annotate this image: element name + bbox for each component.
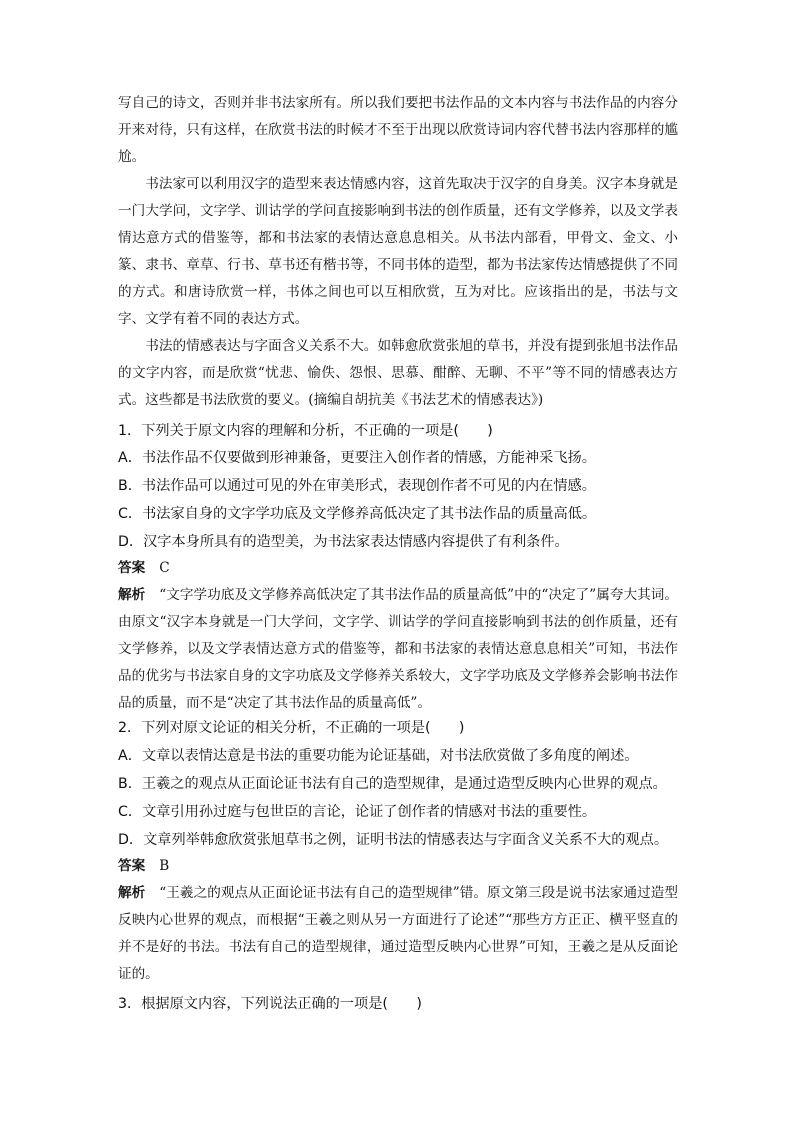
explanation-text: “文字学功底及文学修养高低决定了其书法作品的质量高低”中的“决定了”属夸大其词。由原文“汉字本身就是一门大学问，文字学、训诂学的学问直接影响到书法的创作质量，还有文学修养，以及文学表情达意方式的借鉴等，都和书法家的表情达意息息相关”可知，书法作品的优劣与书法家自身的文字功底及文学修养关系较大，文字学功底及文学修养会影响书法作品的质量，而不是“决定了其书法作品的质量高低”。 bbox=[118, 587, 679, 711]
question-2-option-a: A．文章以表情达意是书法的重要功能为论证基础，对书法欣赏做了多角度的阐述。 bbox=[118, 748, 639, 764]
question-1-option-b: B．书法作品可以通过可见的外在审美形式，表现创作者不可见的内在情感。 bbox=[118, 478, 596, 494]
question-2-answer bbox=[118, 856, 169, 876]
question-1-option-a: A．书法作品不仅要做到形神兼备，更要注入创作者的情感，方能神采飞扬。 bbox=[118, 450, 596, 466]
question-1-explanation bbox=[118, 582, 678, 717]
question-2-option-b: B．王羲之的观点从正面论证书法有自己的造型规律，是通过造型反映内心世界的观点。 bbox=[118, 776, 667, 792]
question-1-option-d: D．汉字本身所具有的造型美，为书法家表达情感内容提供了有利条件。 bbox=[118, 534, 569, 550]
passage-paragraph-1-continued: 写自己的诗文，否则并非书法家所有。所以我们要把书法作品的文本内容与书法作品的内容分开来对待，只有这样，在欣赏书法的时候才不至于出现以欣赏诗词内容代替书法内容那样的尴尬。 bbox=[118, 95, 678, 165]
question-2-option-c: C．文章引用孙过庭与包世臣的言论，论证了创作者的情感对书法的重要性。 bbox=[118, 804, 597, 820]
question-2-stem: 2．下列对原文论证的相关分析，不正确的一项是( ) bbox=[118, 720, 465, 736]
answer-value: C bbox=[159, 560, 170, 576]
question-1-answer bbox=[118, 558, 170, 578]
explanation-label: 解析 bbox=[118, 587, 146, 603]
answer-label: 答案 bbox=[118, 858, 146, 874]
question-2-option-d: D．文章列举韩愈欣赏张旭草书之例，证明书法的情感表达与字面含义关系不大的观点。 bbox=[118, 832, 669, 848]
question-1-stem: 1．下列关于原文内容的理解和分析，不正确的一项是( ) bbox=[118, 423, 493, 439]
question-1-option-c: C．书法家自身的文字学功底及文学修养高低决定了其书法作品的质量高低。 bbox=[118, 506, 597, 522]
answer-label: 答案 bbox=[118, 560, 146, 576]
passage-paragraph-3: 书法的情感表达与字面含义关系不大。如韩愈欣赏张旭的草书，并没有提到张旭书法作品的文字内容，而是欣赏“忧悲、愉佚、怨恨、思慕、酣醉、无聊、不平”等不同的情感表达方式。这些都是书法欣赏的要义。(摘编自胡抗美《书法艺术的情感表达》) bbox=[118, 338, 678, 408]
answer-value: B bbox=[159, 858, 170, 874]
question-2-explanation bbox=[118, 880, 678, 988]
question-3-stem: 3．根据原文内容，下列说法正确的一项是( ) bbox=[118, 996, 422, 1012]
passage-paragraph-2: 书法家可以利用汉字的造型来表达情感内容，这首先取决于汉字的自身美。汉字本身就是一门大学问，文字学、训诂学的学问直接影响到书法的创作质量，还有文学修养，以及文学表情达意方式的借鉴等，都和书法家的表情达意息息相关。从书法内部看，甲骨文、金文、小篆、隶书、章草、行书、草书还有楷书等，不同书体的造型，都为书法家传达情感提供了不同的方式。和唐诗欣赏一样，书体之间也可以互相欣赏，互为对比。应该指出的是，书法与文字、文学有着不同的表达方式。 bbox=[118, 176, 678, 327]
explanation-text: “王羲之的观点从正面论证书法有自己的造型规律”错。原文第三段是说书法家通过造型反映内心世界的观点，而根据“王羲之则从另一方面进行了论述”“那些方方正正、横平竖直的并不是好的书法。书法有自己的造型规律，通过造型反映内心世界”可知，王羲之是从反面论证的。 bbox=[118, 885, 679, 982]
explanation-label: 解析 bbox=[118, 885, 146, 901]
